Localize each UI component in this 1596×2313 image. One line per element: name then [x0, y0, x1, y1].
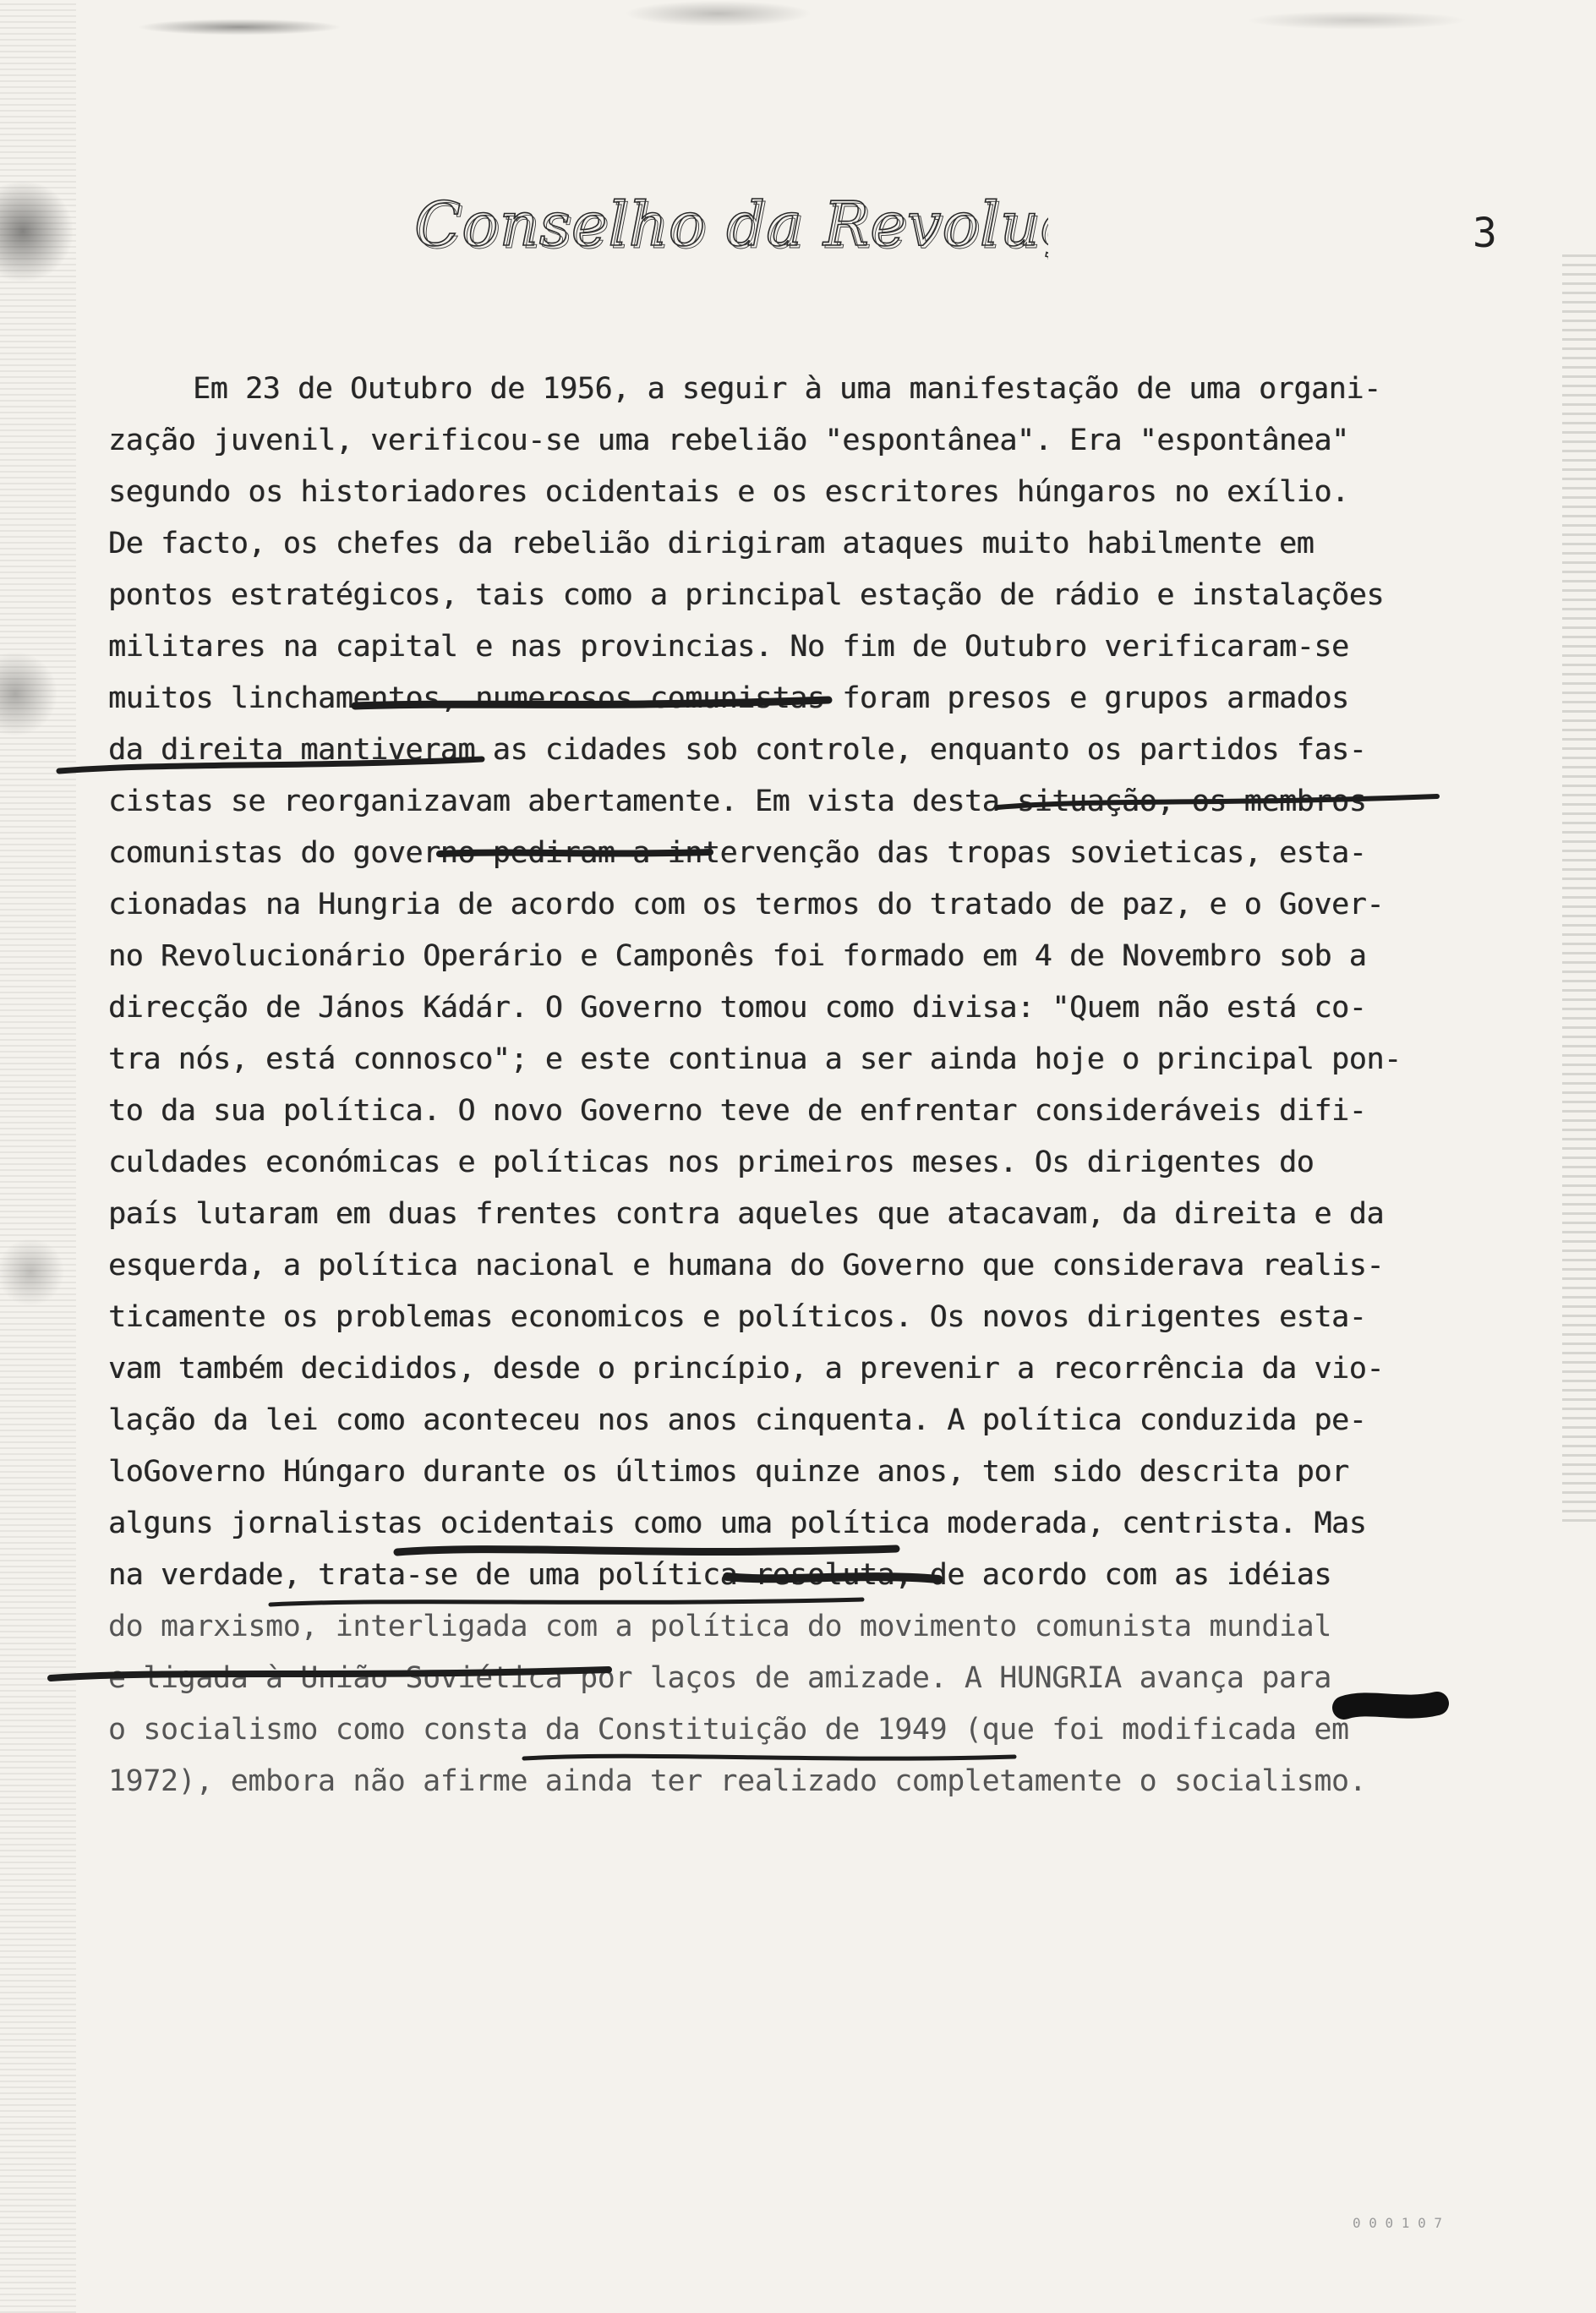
text-line: país lutaram em duas frentes contra aqueles que atacavam, da direita e da	[108, 1197, 1385, 1231]
text-line: da direita mantiveram as cidades sob controle, enquanto os partidos fas-	[108, 733, 1367, 767]
text-line: lação da lei como aconteceu nos anos cinquenta. A política conduzida pe-	[108, 1403, 1367, 1437]
text-line: comunistas do governo pediram a intervenção das tropas sovieticas, esta-	[108, 836, 1367, 870]
text-line: culdades económicas e políticas nos primeiros meses. Os dirigentes do	[108, 1146, 1315, 1179]
scan-noise-left	[0, 0, 76, 2313]
text-line: do marxismo, interligada com a política do movimento comunista mundial	[108, 1610, 1332, 1643]
text-line: vam também decididos, desde o princípio, a prevenir a recorrência da vio-	[108, 1352, 1385, 1386]
text-line: pontos estratégicos, tais como a principal estação de rádio e instalações	[108, 578, 1385, 612]
text-line: segundo os historiadores ocidentais e os escritores húngaros no exílio.	[108, 475, 1349, 509]
text-line: no Revolucionário Operário e Camponês foi formado em 4 de Novembro sob a	[108, 939, 1367, 973]
text-line: cionadas na Hungria de acordo com os termos do tratado de paz, e o Gover-	[108, 888, 1385, 921]
text-line: muitos linchamentos, numerosos comunistas foram presos e grupos armados	[108, 681, 1349, 715]
title-outline-shadow: Conselho da Revolu	[417, 191, 1043, 262]
text-line: De facto, os chefes da rebelião dirigiram ataques muito habilmente em	[108, 527, 1315, 560]
text-line: loGoverno Húngaro durante os últimos quinze anos, tem sido descrita por	[108, 1455, 1349, 1489]
text-line: to da sua política. O novo Governo teve de enfrentar consideráveis difi-	[108, 1094, 1367, 1128]
text-line: militares na capital e nas provincias. No fim de Outubro verificaram-se	[108, 630, 1349, 664]
text-line: zação juvenil, verificou-se uma rebelião "espontânea". Era "espontânea"	[108, 424, 1349, 457]
scan-noise-right	[1562, 254, 1596, 1522]
handwritten-title	[406, 165, 1048, 283]
scan-noise-top	[0, 0, 1596, 135]
text-line: na verdade, trata-se de uma política resoluta, de acordo com as idéias	[108, 1558, 1332, 1592]
page-number: 3	[1473, 210, 1497, 257]
text-line: tra nós, está connosco"; e este continua a ser ainda hoje o principal pon-	[108, 1042, 1402, 1076]
text-line: esquerda, a política nacional e humana do Governo que considerava realis-	[108, 1249, 1385, 1282]
text-line: ticamente os problemas economicos e políticos. Os novos dirigentes esta-	[108, 1300, 1367, 1334]
text-line: o socialismo como consta da Constituição de 1949 (que foi modificada em	[108, 1713, 1349, 1747]
document-body	[108, 364, 1503, 1807]
title-outline-text: Conselho da Revolu	[414, 189, 1041, 260]
handwritten-title-svg	[406, 165, 1048, 283]
text-line: alguns jornalistas ocidentais como uma política moderada, centrista. Mas	[108, 1506, 1367, 1540]
text-line: direcção de János Kádár. O Governo tomou como divisa: "Quem não está co-	[108, 991, 1367, 1025]
text-line: cistas se reorganizavam abertamente. Em vista desta situação, os membros	[108, 785, 1367, 818]
footer-code: 0 0 0 1 0 7	[1353, 2215, 1442, 2231]
text-line: e ligada à União Soviética por laços de amizade. A HUNGRIA avança para	[108, 1661, 1332, 1695]
text-line: Em 23 de Outubro de 1956, a seguir à uma manifestação de uma organi-	[193, 372, 1381, 406]
text-line: 1972), embora não afirme ainda ter realizado completamente o socialismo.	[108, 1764, 1367, 1798]
